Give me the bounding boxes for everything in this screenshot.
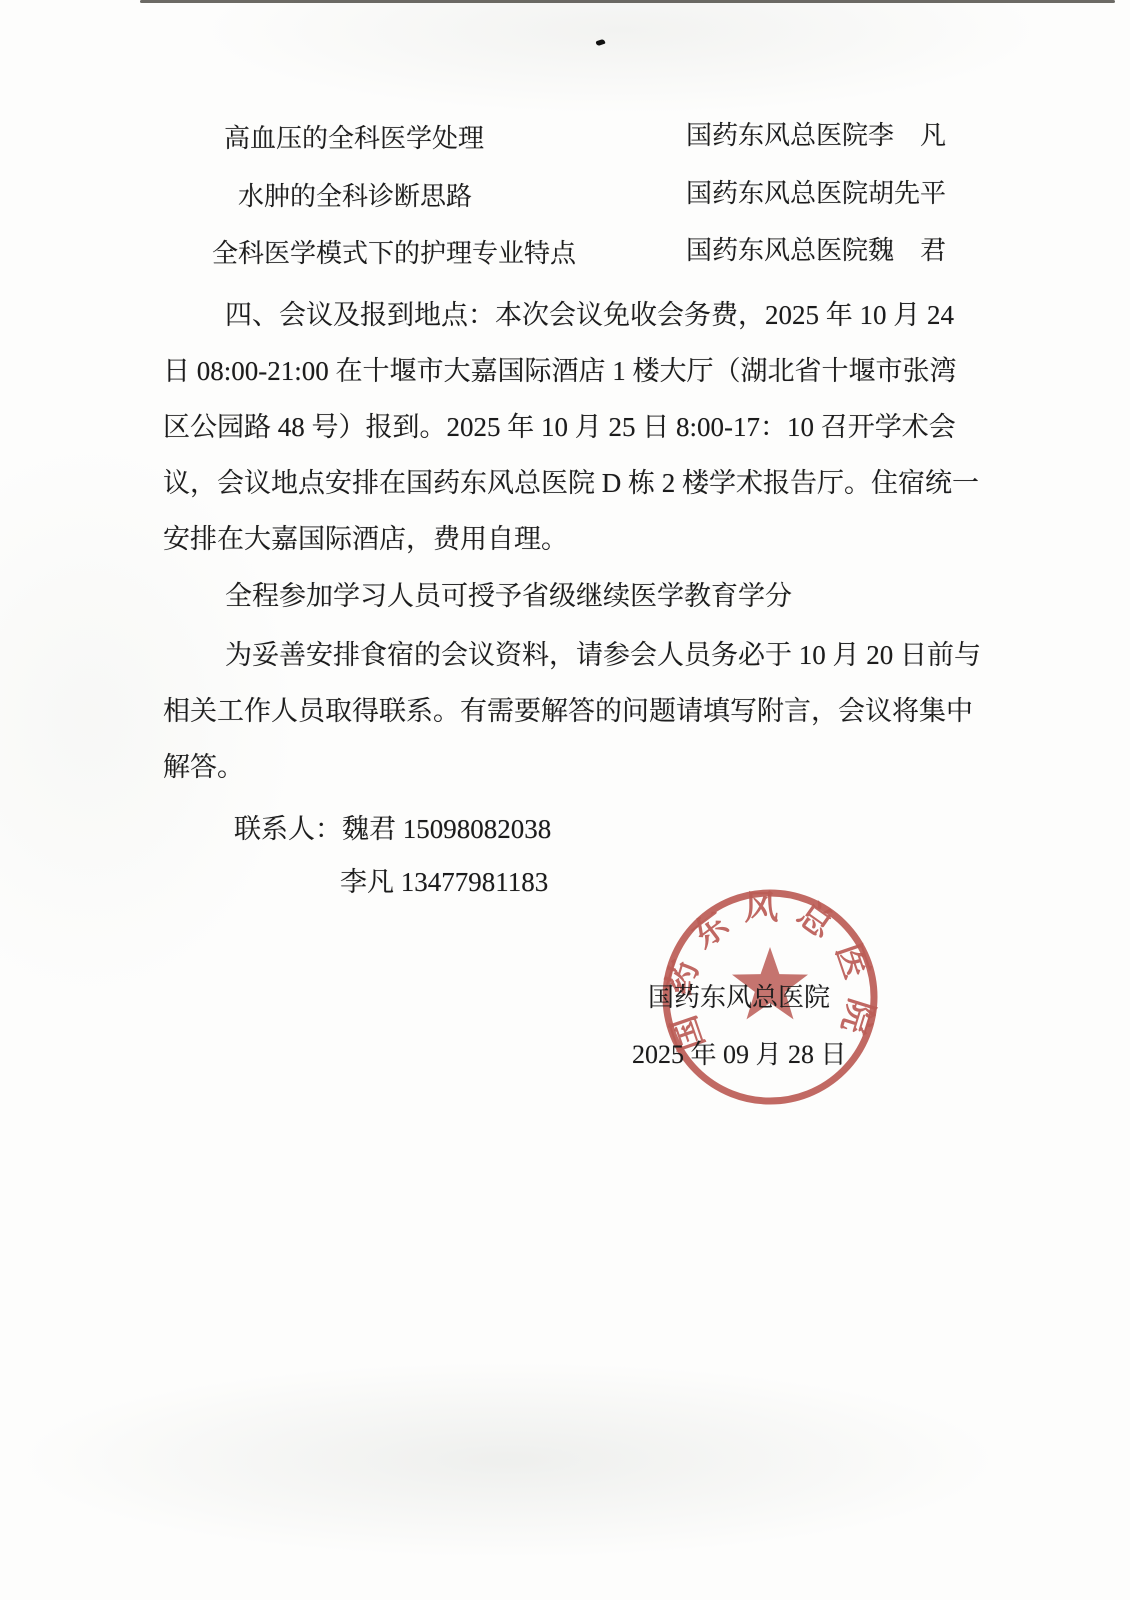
body-line: 四、会议及报到地点：本次会议免收会务费，2025 年 10 月 24 [225,300,954,330]
contact-line: 李凡 13477981183 [340,867,549,897]
signature-org: 国药东风总医院 [648,983,831,1012]
body-line: 相关工作人员取得联系。有需要解答的问题请填写附言，会议将集中 [163,696,973,726]
contact-line: 联系人：魏君 15098082038 [234,814,552,844]
body-line: 解答。 [163,752,244,782]
scan-speck [595,39,605,47]
agenda-presenter: 国药东风总医院魏 君 [686,236,947,265]
body-line: 日 08:00-21:00 在十堰市大嘉国际酒店 1 楼大厅（湖北省十堰市张湾 [163,356,957,386]
agenda-presenter: 国药东风总医院胡先平 [686,179,947,208]
signature-date: 2025 年 09 月 28 日 [632,1040,847,1069]
seal-ring-text: 国药东风总医院 [660,889,880,1055]
body-line: 全程参加学习人员可授予省级继续医学教育学分 [225,581,792,611]
body-line: 安排在大嘉国际酒店，费用自理。 [163,524,568,554]
body-line: 区公园路 48 号）报到。2025 年 10 月 25 日 8:00-17：10 召开学术会 [163,412,956,442]
body-line: 为妥善安排食宿的会议资料，请参会人员务必于 10 月 20 日前与 [225,640,981,670]
agenda-topic: 水肿的全科诊断思路 [238,182,473,211]
agenda-topic: 全科医学模式下的护理专业特点 [212,239,577,268]
agenda-presenter: 国药东风总医院李 凡 [686,121,947,150]
agenda-topic: 高血压的全科医学处理 [224,124,485,153]
body-line: 议，会议地点安排在国药东风总医院 D 栋 2 楼学术报告厅。住宿统一 [163,468,979,498]
scan-artifact-top-strip [140,0,1115,3]
